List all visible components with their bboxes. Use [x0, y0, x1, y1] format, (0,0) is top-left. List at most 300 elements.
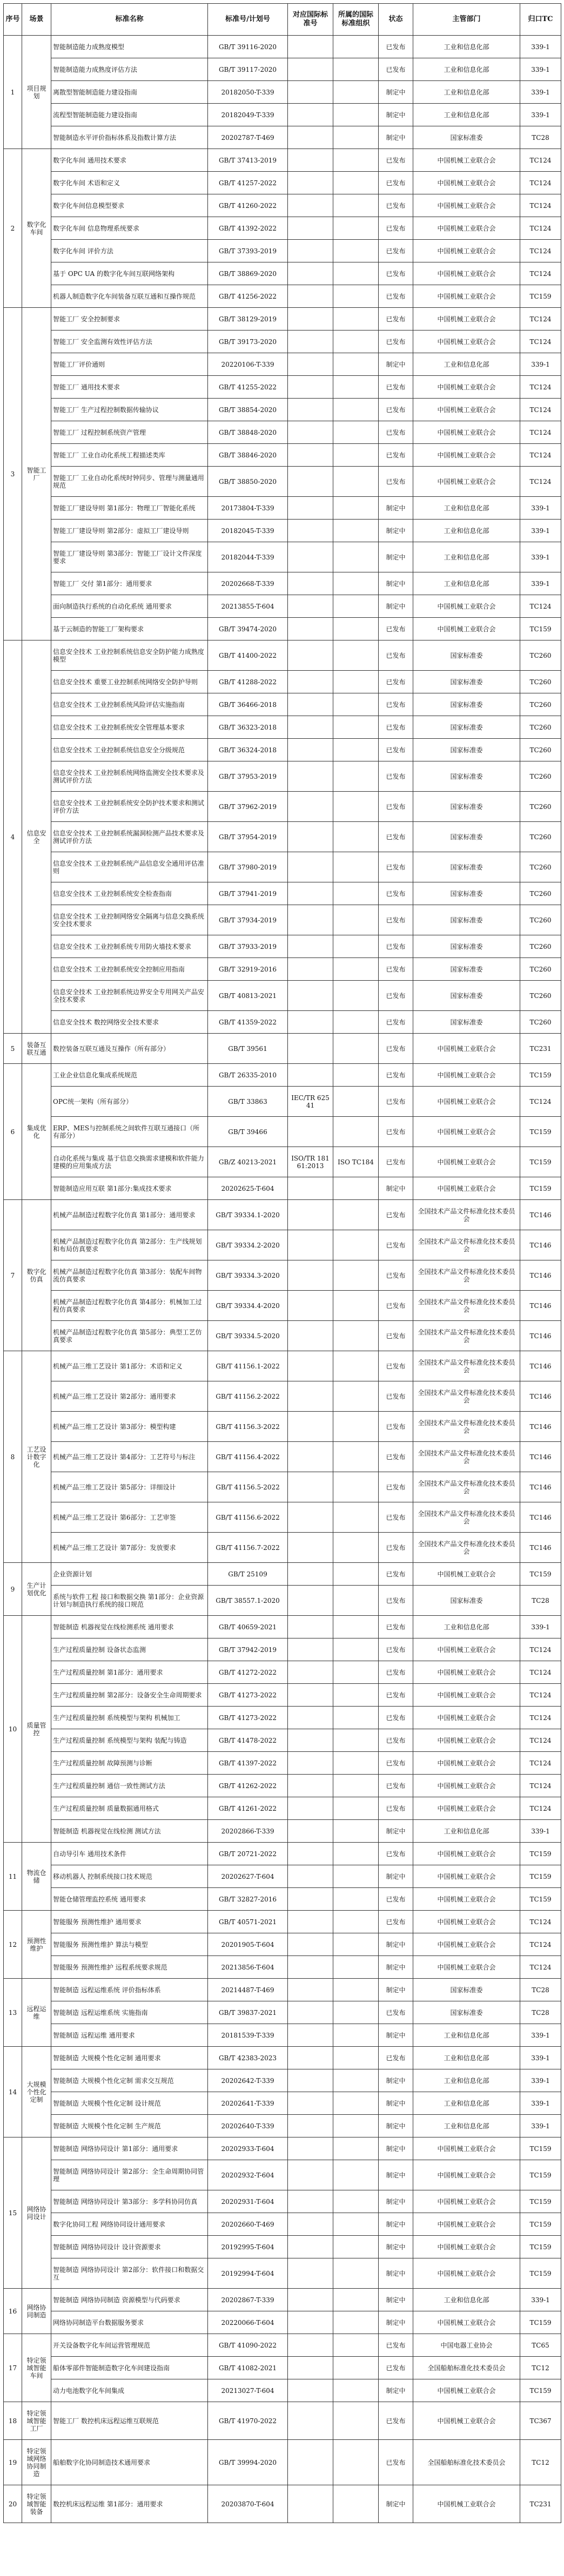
- cell-tc: TC159: [520, 2311, 561, 2334]
- cell-standard-number: 20220106-T-339: [208, 353, 288, 376]
- table-row: [4, 2137, 561, 2160]
- cell-tc: 339-1: [520, 520, 561, 542]
- cell-intl-org: [333, 172, 379, 194]
- cell-status: 已发布: [379, 2402, 413, 2440]
- cell-tc: 339-1: [520, 104, 561, 126]
- cell-department: 中国机械工业联合会: [413, 1729, 520, 1752]
- cell-status: 制定中: [379, 595, 413, 618]
- cell-intl-standard: [288, 467, 333, 497]
- table-row: [4, 1563, 561, 1586]
- cell-intl-org: [333, 81, 379, 104]
- cell-tc: TC260: [520, 761, 561, 792]
- cell-tc: TC124: [520, 1797, 561, 1820]
- cell-intl-org: [333, 353, 379, 376]
- cell-status: 制定中: [379, 2213, 413, 2236]
- cell-status: 已发布: [379, 1117, 413, 1147]
- cell-department: 中国机械工业联合会: [413, 618, 520, 640]
- cell-tc: TC146: [520, 1230, 561, 1260]
- header-intl: 对应国际标准号: [288, 4, 333, 36]
- cell-standard-name: 智能服务 预测性维护 算法与模型: [51, 1933, 208, 1956]
- table-row: [4, 1956, 561, 1979]
- cell-intl-standard: [288, 882, 333, 905]
- cell-department: 中国机械工业联合会: [413, 308, 520, 331]
- cell-intl-standard: [288, 1707, 333, 1729]
- standards-table: [3, 3, 561, 2523]
- table-row: [4, 1321, 561, 1351]
- cell-status: 已发布: [379, 1911, 413, 1933]
- cell-department: 国家标准委: [413, 2001, 520, 2024]
- cell-group-no: 19: [4, 2440, 22, 2485]
- cell-intl-standard: [288, 1563, 333, 1586]
- cell-tc: TC146: [520, 1442, 561, 1472]
- cell-tc: TC159: [520, 285, 561, 308]
- cell-tc: TC367: [520, 2402, 561, 2440]
- cell-status: 制定中: [379, 104, 413, 126]
- cell-tc: TC146: [520, 1502, 561, 1533]
- cell-group-domain: 远程运维: [22, 1979, 51, 2047]
- table-row: [4, 1351, 561, 1381]
- table-row: [4, 882, 561, 905]
- cell-standard-number: GB/T 20721-2022: [208, 1843, 288, 1865]
- cell-tc: 339-1: [520, 2115, 561, 2137]
- cell-standard-number: GB/T 39334.5-2020: [208, 1321, 288, 1351]
- cell-status: 制定中: [379, 353, 413, 376]
- cell-intl-org: [333, 572, 379, 595]
- cell-department: 中国机械工业联合会: [413, 1661, 520, 1684]
- cell-status: 已发布: [379, 822, 413, 852]
- cell-standard-name: 智能制造水平评价指标体系及指数计算方法: [51, 126, 208, 149]
- cell-group-domain: 特定领域智能工厂: [22, 2402, 51, 2440]
- cell-status: 已发布: [379, 1064, 413, 1087]
- cell-tc: 339-1: [520, 2024, 561, 2047]
- cell-intl-standard: [288, 194, 333, 217]
- cell-standard-number: GB/T 41392-2022: [208, 217, 288, 240]
- cell-standard-number: GB/T 25109: [208, 1563, 288, 1586]
- cell-intl-standard: [288, 1865, 333, 1888]
- cell-department: 中国机械工业联合会: [413, 2213, 520, 2236]
- cell-tc: TC124: [520, 194, 561, 217]
- cell-tc: TC231: [520, 2485, 561, 2523]
- cell-standard-name: 开关设备数字化车间运营管理规范: [51, 2334, 208, 2357]
- cell-department: 工业和信息化部: [413, 1616, 520, 1638]
- cell-standard-number: GB/T 32827-2016: [208, 1888, 288, 1911]
- cell-department: 中国机械工业联合会: [413, 1087, 520, 1117]
- cell-intl-standard: [288, 240, 333, 262]
- cell-department: 中国机械工业联合会: [413, 1638, 520, 1661]
- cell-department: 全国技术产品文件标准化技术委员会: [413, 1442, 520, 1472]
- cell-status: 已发布: [379, 1638, 413, 1661]
- cell-status: 制定中: [379, 126, 413, 149]
- cell-standard-number: GB/T 37953-2019: [208, 761, 288, 792]
- cell-status: 已发布: [379, 36, 413, 58]
- cell-standard-name: 智能工厂 过程控制系统资产管理: [51, 421, 208, 444]
- cell-department: 中国机械工业联合会: [413, 1933, 520, 1956]
- cell-intl-standard: [288, 671, 333, 693]
- cell-standard-number: GB/T 38869-2020: [208, 262, 288, 285]
- cell-intl-org: [333, 240, 379, 262]
- cell-department: 中国机械工业联合会: [413, 444, 520, 467]
- cell-intl-standard: [288, 2379, 333, 2402]
- table-row: [4, 2115, 561, 2137]
- cell-group-domain: 特定领域智能装备: [22, 2485, 51, 2523]
- cell-intl-org: [333, 1586, 379, 1616]
- cell-standard-number: GB/T 32919-2016: [208, 958, 288, 981]
- cell-intl-standard: [288, 2024, 333, 2047]
- cell-intl-org: [333, 618, 379, 640]
- table-row: [4, 1752, 561, 1775]
- cell-group-domain: 特定领域智能车间: [22, 2334, 51, 2402]
- cell-standard-name: 智能工厂 安全控制要求: [51, 308, 208, 331]
- table-row: [4, 2379, 561, 2402]
- cell-status: 已发布: [379, 262, 413, 285]
- cell-standard-number: GB/T 36323-2018: [208, 716, 288, 739]
- cell-status: 已发布: [379, 399, 413, 421]
- cell-status: 已发布: [379, 935, 413, 958]
- table-row: [4, 1729, 561, 1752]
- table-row: [4, 1707, 561, 1729]
- cell-standard-name: 数字化协同工程 网络协同设计通用要求: [51, 2213, 208, 2236]
- cell-tc: TC65: [520, 2334, 561, 2357]
- cell-intl-org: [333, 882, 379, 905]
- cell-tc: TC28: [520, 2001, 561, 2024]
- cell-tc: TC124: [520, 1911, 561, 1933]
- cell-standard-name: 生产过程质量控制 通信一致性测试方法: [51, 1775, 208, 1797]
- cell-department: 国家标准委: [413, 716, 520, 739]
- cell-status: 已发布: [379, 1502, 413, 1533]
- cell-tc: TC124: [520, 1752, 561, 1775]
- cell-standard-name: 智能仓储管理监控系统 通用要求: [51, 1888, 208, 1911]
- table-row: [4, 542, 561, 572]
- cell-intl-org: [333, 1087, 379, 1117]
- cell-department: 国家标准委: [413, 671, 520, 693]
- cell-standard-number: GB/T 41082-2021: [208, 2357, 288, 2379]
- cell-status: 已发布: [379, 376, 413, 399]
- cell-status: 已发布: [379, 2001, 413, 2024]
- cell-department: 中国机械工业联合会: [413, 1843, 520, 1865]
- cell-intl-org: [333, 520, 379, 542]
- cell-department: 中国电器工业协会: [413, 2334, 520, 2357]
- cell-standard-name: 信息安全技术 工业控制系统专用防火墙技术要求: [51, 935, 208, 958]
- cell-department: 中国机械工业联合会: [413, 2258, 520, 2289]
- cell-standard-number: GB/T 41156.3-2022: [208, 1412, 288, 1442]
- cell-tc: TC260: [520, 693, 561, 716]
- cell-department: 全国技术产品文件标准化技术委员会: [413, 1502, 520, 1533]
- cell-intl-standard: [288, 1586, 333, 1616]
- cell-standard-number: GB/T 40571-2021: [208, 1911, 288, 1933]
- cell-department: 国家标准委: [413, 882, 520, 905]
- cell-intl-standard: [288, 618, 333, 640]
- cell-intl-org: [333, 1351, 379, 1381]
- cell-intl-standard: [288, 126, 333, 149]
- table-header: [4, 4, 561, 36]
- table-row: [4, 618, 561, 640]
- cell-intl-standard: [288, 1684, 333, 1707]
- cell-intl-standard: [288, 217, 333, 240]
- cell-tc: TC159: [520, 1117, 561, 1147]
- cell-department: 中国机械工业联合会: [413, 240, 520, 262]
- table-row: [4, 240, 561, 262]
- cell-intl-standard: [288, 2402, 333, 2440]
- cell-intl-standard: [288, 1661, 333, 1684]
- cell-standard-number: 20182050-T-339: [208, 81, 288, 104]
- cell-standard-name: 智能工厂 生产过程控制数据传输协议: [51, 399, 208, 421]
- cell-intl-standard: [288, 1442, 333, 1472]
- cell-intl-org: [333, 36, 379, 58]
- cell-standard-name: 智能工厂 交付 第1部分：通用要求: [51, 572, 208, 595]
- cell-standard-name: 信息安全技术 工业控制系统信息安全分级规范: [51, 739, 208, 761]
- cell-tc: 339-1: [520, 542, 561, 572]
- cell-intl-org: [333, 852, 379, 882]
- cell-standard-name: 智能工厂建设导则 第3部分：智能工厂设计文件深度要求: [51, 542, 208, 572]
- cell-status: 已发布: [379, 1291, 413, 1321]
- cell-department: 全国技术产品文件标准化技术委员会: [413, 1321, 520, 1351]
- cell-standard-name: 数字化车间信息模型要求: [51, 194, 208, 217]
- cell-tc: TC159: [520, 2213, 561, 2236]
- cell-intl-standard: [288, 2069, 333, 2092]
- cell-standard-number: GB/T 39837-2021: [208, 2001, 288, 2024]
- cell-standard-number: GB/T 33863: [208, 1087, 288, 1117]
- cell-standard-number: GB/T 39117-2020: [208, 58, 288, 81]
- cell-status: 制定中: [379, 497, 413, 520]
- table-row: [4, 2236, 561, 2258]
- cell-standard-number: 20202932-T-604: [208, 2160, 288, 2190]
- table-row: [4, 194, 561, 217]
- cell-tc: TC124: [520, 308, 561, 331]
- cell-group-domain: 生产计划优化: [22, 1563, 51, 1616]
- cell-intl-org: [333, 792, 379, 822]
- table-row: [4, 1472, 561, 1502]
- cell-status: 制定中: [379, 1177, 413, 1200]
- cell-status: 已发布: [379, 1200, 413, 1230]
- cell-standard-number: GB/T 37941-2019: [208, 882, 288, 905]
- cell-standard-name: 生产过程质量控制 第2部分：设备安全生命周期要求: [51, 1684, 208, 1707]
- cell-department: 工业和信息化部: [413, 520, 520, 542]
- cell-group-domain: 集成优化: [22, 1064, 51, 1200]
- cell-standard-number: 20202866-T-339: [208, 1820, 288, 1843]
- cell-standard-number: GB/T 41260-2022: [208, 194, 288, 217]
- cell-status: 已发布: [379, 285, 413, 308]
- cell-group-no: 2: [4, 149, 22, 308]
- cell-intl-standard: [288, 1177, 333, 1200]
- table-row: [4, 497, 561, 520]
- cell-standard-number: GB/Z 40213-2021: [208, 1147, 288, 1177]
- cell-standard-number: GB/T 41256-2022: [208, 285, 288, 308]
- cell-status: 已发布: [379, 217, 413, 240]
- cell-intl-org: [333, 1064, 379, 1087]
- cell-tc: TC260: [520, 716, 561, 739]
- cell-tc: 339-1: [520, 1820, 561, 1843]
- cell-standard-number: GB/T 41272-2022: [208, 1661, 288, 1684]
- cell-group-no: 5: [4, 1034, 22, 1064]
- cell-group-domain: 质量管控: [22, 1616, 51, 1843]
- cell-intl-org: [333, 1381, 379, 1412]
- cell-standard-number: GB/T 41273-2022: [208, 1684, 288, 1707]
- cell-status: 制定中: [379, 2190, 413, 2213]
- cell-intl-org: [333, 1843, 379, 1865]
- cell-intl-standard: [288, 905, 333, 935]
- cell-intl-org: [333, 905, 379, 935]
- table-row: [4, 1865, 561, 1888]
- header-number: 标准号/计划号: [208, 4, 288, 36]
- cell-intl-org: [333, 467, 379, 497]
- cell-intl-standard: [288, 1616, 333, 1638]
- cell-group-domain: 预测性维护: [22, 1911, 51, 1979]
- cell-intl-standard: [288, 761, 333, 792]
- cell-tc: TC124: [520, 467, 561, 497]
- cell-standard-number: GB/T 41156.7-2022: [208, 1533, 288, 1563]
- cell-tc: 339-1: [520, 1616, 561, 1638]
- cell-intl-standard: [288, 981, 333, 1011]
- cell-standard-name: 自动导引车 通用技术条件: [51, 1843, 208, 1865]
- cell-intl-standard: [288, 1888, 333, 1911]
- cell-tc: 339-1: [520, 497, 561, 520]
- cell-status: 已发布: [379, 1616, 413, 1638]
- cell-standard-number: GB/T 41273-2022: [208, 1707, 288, 1729]
- cell-status: 已发布: [379, 981, 413, 1011]
- cell-intl-standard: [288, 308, 333, 331]
- cell-tc: 339-1: [520, 2289, 561, 2311]
- cell-status: 已发布: [379, 1586, 413, 1616]
- cell-intl-org: [333, 595, 379, 618]
- cell-tc: TC159: [520, 2160, 561, 2190]
- cell-intl-org: [333, 126, 379, 149]
- cell-group-no: 20: [4, 2485, 22, 2523]
- cell-standard-name: 智能服务 预测性维护 通用要求: [51, 1911, 208, 1933]
- cell-standard-number: GB/T 39334.2-2020: [208, 1230, 288, 1260]
- cell-department: 全国技术产品文件标准化技术委员会: [413, 1381, 520, 1412]
- cell-standard-name: 智能制造 网络协同设计 第2部分：软件接口和数据交互: [51, 2258, 208, 2289]
- cell-intl-org: [333, 935, 379, 958]
- cell-tc: TC159: [520, 618, 561, 640]
- cell-tc: TC260: [520, 640, 561, 671]
- cell-department: 中国机械工业联合会: [413, 2160, 520, 2190]
- cell-department: 全国技术产品文件标准化技术委员会: [413, 1412, 520, 1442]
- cell-status: 已发布: [379, 792, 413, 822]
- cell-standard-number: 20202787-T-469: [208, 126, 288, 149]
- cell-status: 已发布: [379, 149, 413, 172]
- cell-standard-name: 机器人制造数字化车间装备互联互通和互操作规范: [51, 285, 208, 308]
- cell-intl-standard: ISO/TR 18161:2013: [288, 1147, 333, 1177]
- table-row: [4, 572, 561, 595]
- cell-standard-number: GB/T 41261-2022: [208, 1797, 288, 1820]
- cell-standard-number: GB/T 39334.1-2020: [208, 1200, 288, 1230]
- cell-group-domain: 网络协同制造: [22, 2289, 51, 2334]
- cell-standard-name: 基于 OPC UA 的数字化车间互联网络架构: [51, 262, 208, 285]
- cell-tc: TC159: [520, 1177, 561, 1200]
- cell-intl-standard: [288, 572, 333, 595]
- cell-status: 已发布: [379, 640, 413, 671]
- table-row: [4, 2440, 561, 2485]
- cell-standard-name: 智能制造 网络协同设计 设计资源要求: [51, 2236, 208, 2258]
- cell-standard-name: 数字化车间 评价方法: [51, 240, 208, 262]
- cell-status: 已发布: [379, 1472, 413, 1502]
- cell-status: 制定中: [379, 2311, 413, 2334]
- table-row: [4, 1684, 561, 1707]
- cell-intl-standard: [288, 421, 333, 444]
- cell-standard-name: 离散型智能制造能力建设指南: [51, 81, 208, 104]
- cell-intl-org: [333, 822, 379, 852]
- cell-intl-standard: [288, 1843, 333, 1865]
- table-row: [4, 172, 561, 194]
- cell-department: 国家标准委: [413, 935, 520, 958]
- standards-table-wrapper: [3, 3, 561, 2523]
- cell-tc: 339-1: [520, 81, 561, 104]
- cell-standard-name: 生产过程质量控制 质量数据通用格式: [51, 1797, 208, 1820]
- cell-standard-name: 智能服务 预测性维护 远程系统要求规范: [51, 1956, 208, 1979]
- table-row: [4, 1843, 561, 1865]
- cell-intl-org: [333, 421, 379, 444]
- cell-status: 已发布: [379, 1707, 413, 1729]
- cell-intl-standard: [288, 2160, 333, 2190]
- cell-standard-name: 移动机器人 控制系统接口技术规范: [51, 1865, 208, 1888]
- cell-intl-standard: [288, 1533, 333, 1563]
- cell-department: 工业和信息化部: [413, 353, 520, 376]
- cell-tc: TC159: [520, 1888, 561, 1911]
- table-row: [4, 36, 561, 58]
- cell-standard-number: GB/T 39173-2020: [208, 331, 288, 353]
- cell-intl-org: [333, 1502, 379, 1533]
- cell-tc: TC28: [520, 1586, 561, 1616]
- cell-group-domain: 装备互联互通: [22, 1034, 51, 1064]
- cell-department: 全国技术产品文件标准化技术委员会: [413, 1472, 520, 1502]
- cell-intl-standard: [288, 36, 333, 58]
- cell-standard-name: 智能制造 机器视觉在线检测系统 通用要求: [51, 1616, 208, 1638]
- cell-standard-number: GB/T 39994-2020: [208, 2440, 288, 2485]
- cell-standard-number: 20213856-T-604: [208, 1956, 288, 1979]
- cell-intl-org: [333, 2213, 379, 2236]
- cell-standard-name: 数控机床远程运维 第1部分：通用要求: [51, 2485, 208, 2523]
- cell-group-no: 16: [4, 2289, 22, 2334]
- cell-standard-name: 船体零部件智能制造数字化车间建设指南: [51, 2357, 208, 2379]
- cell-intl-org: [333, 1661, 379, 1684]
- cell-standard-number: 20213855-T-604: [208, 595, 288, 618]
- header-row: [4, 4, 561, 36]
- cell-standard-number: 20213027-T-604: [208, 2379, 288, 2402]
- table-row: [4, 1291, 561, 1321]
- cell-tc: TC124: [520, 149, 561, 172]
- table-row: [4, 2160, 561, 2190]
- table-row: [4, 2357, 561, 2379]
- cell-intl-org: [333, 693, 379, 716]
- cell-department: 工业和信息化部: [413, 36, 520, 58]
- table-row: [4, 126, 561, 149]
- cell-intl-org: [333, 958, 379, 981]
- cell-standard-number: GB/T 37393-2019: [208, 240, 288, 262]
- cell-group-domain: 特定领域网络协同制造: [22, 2440, 51, 2485]
- cell-standard-number: 20173804-T-339: [208, 497, 288, 520]
- cell-tc: TC124: [520, 1956, 561, 1979]
- header-status: 状态: [379, 4, 413, 36]
- cell-standard-number: 20182044-T-339: [208, 542, 288, 572]
- cell-standard-name: 机械产品三维工艺设计 第1部分：术语和定义: [51, 1351, 208, 1381]
- cell-intl-org: [333, 1956, 379, 1979]
- cell-intl-org: [333, 262, 379, 285]
- cell-intl-org: [333, 308, 379, 331]
- cell-tc: TC146: [520, 1200, 561, 1230]
- cell-department: 工业和信息化部: [413, 572, 520, 595]
- table-row: [4, 104, 561, 126]
- cell-standard-number: 20192994-T-604: [208, 2258, 288, 2289]
- cell-status: 已发布: [379, 1147, 413, 1177]
- cell-standard-name: 信息安全技术 工业控制系统漏洞检测产品技术要求及测试评价方法: [51, 822, 208, 852]
- cell-tc: TC146: [520, 1321, 561, 1351]
- cell-intl-org: [333, 194, 379, 217]
- table-row: [4, 1260, 561, 1291]
- table-row: [4, 981, 561, 1011]
- cell-intl-standard: [288, 2357, 333, 2379]
- cell-intl-org: [333, 331, 379, 353]
- cell-intl-org: [333, 671, 379, 693]
